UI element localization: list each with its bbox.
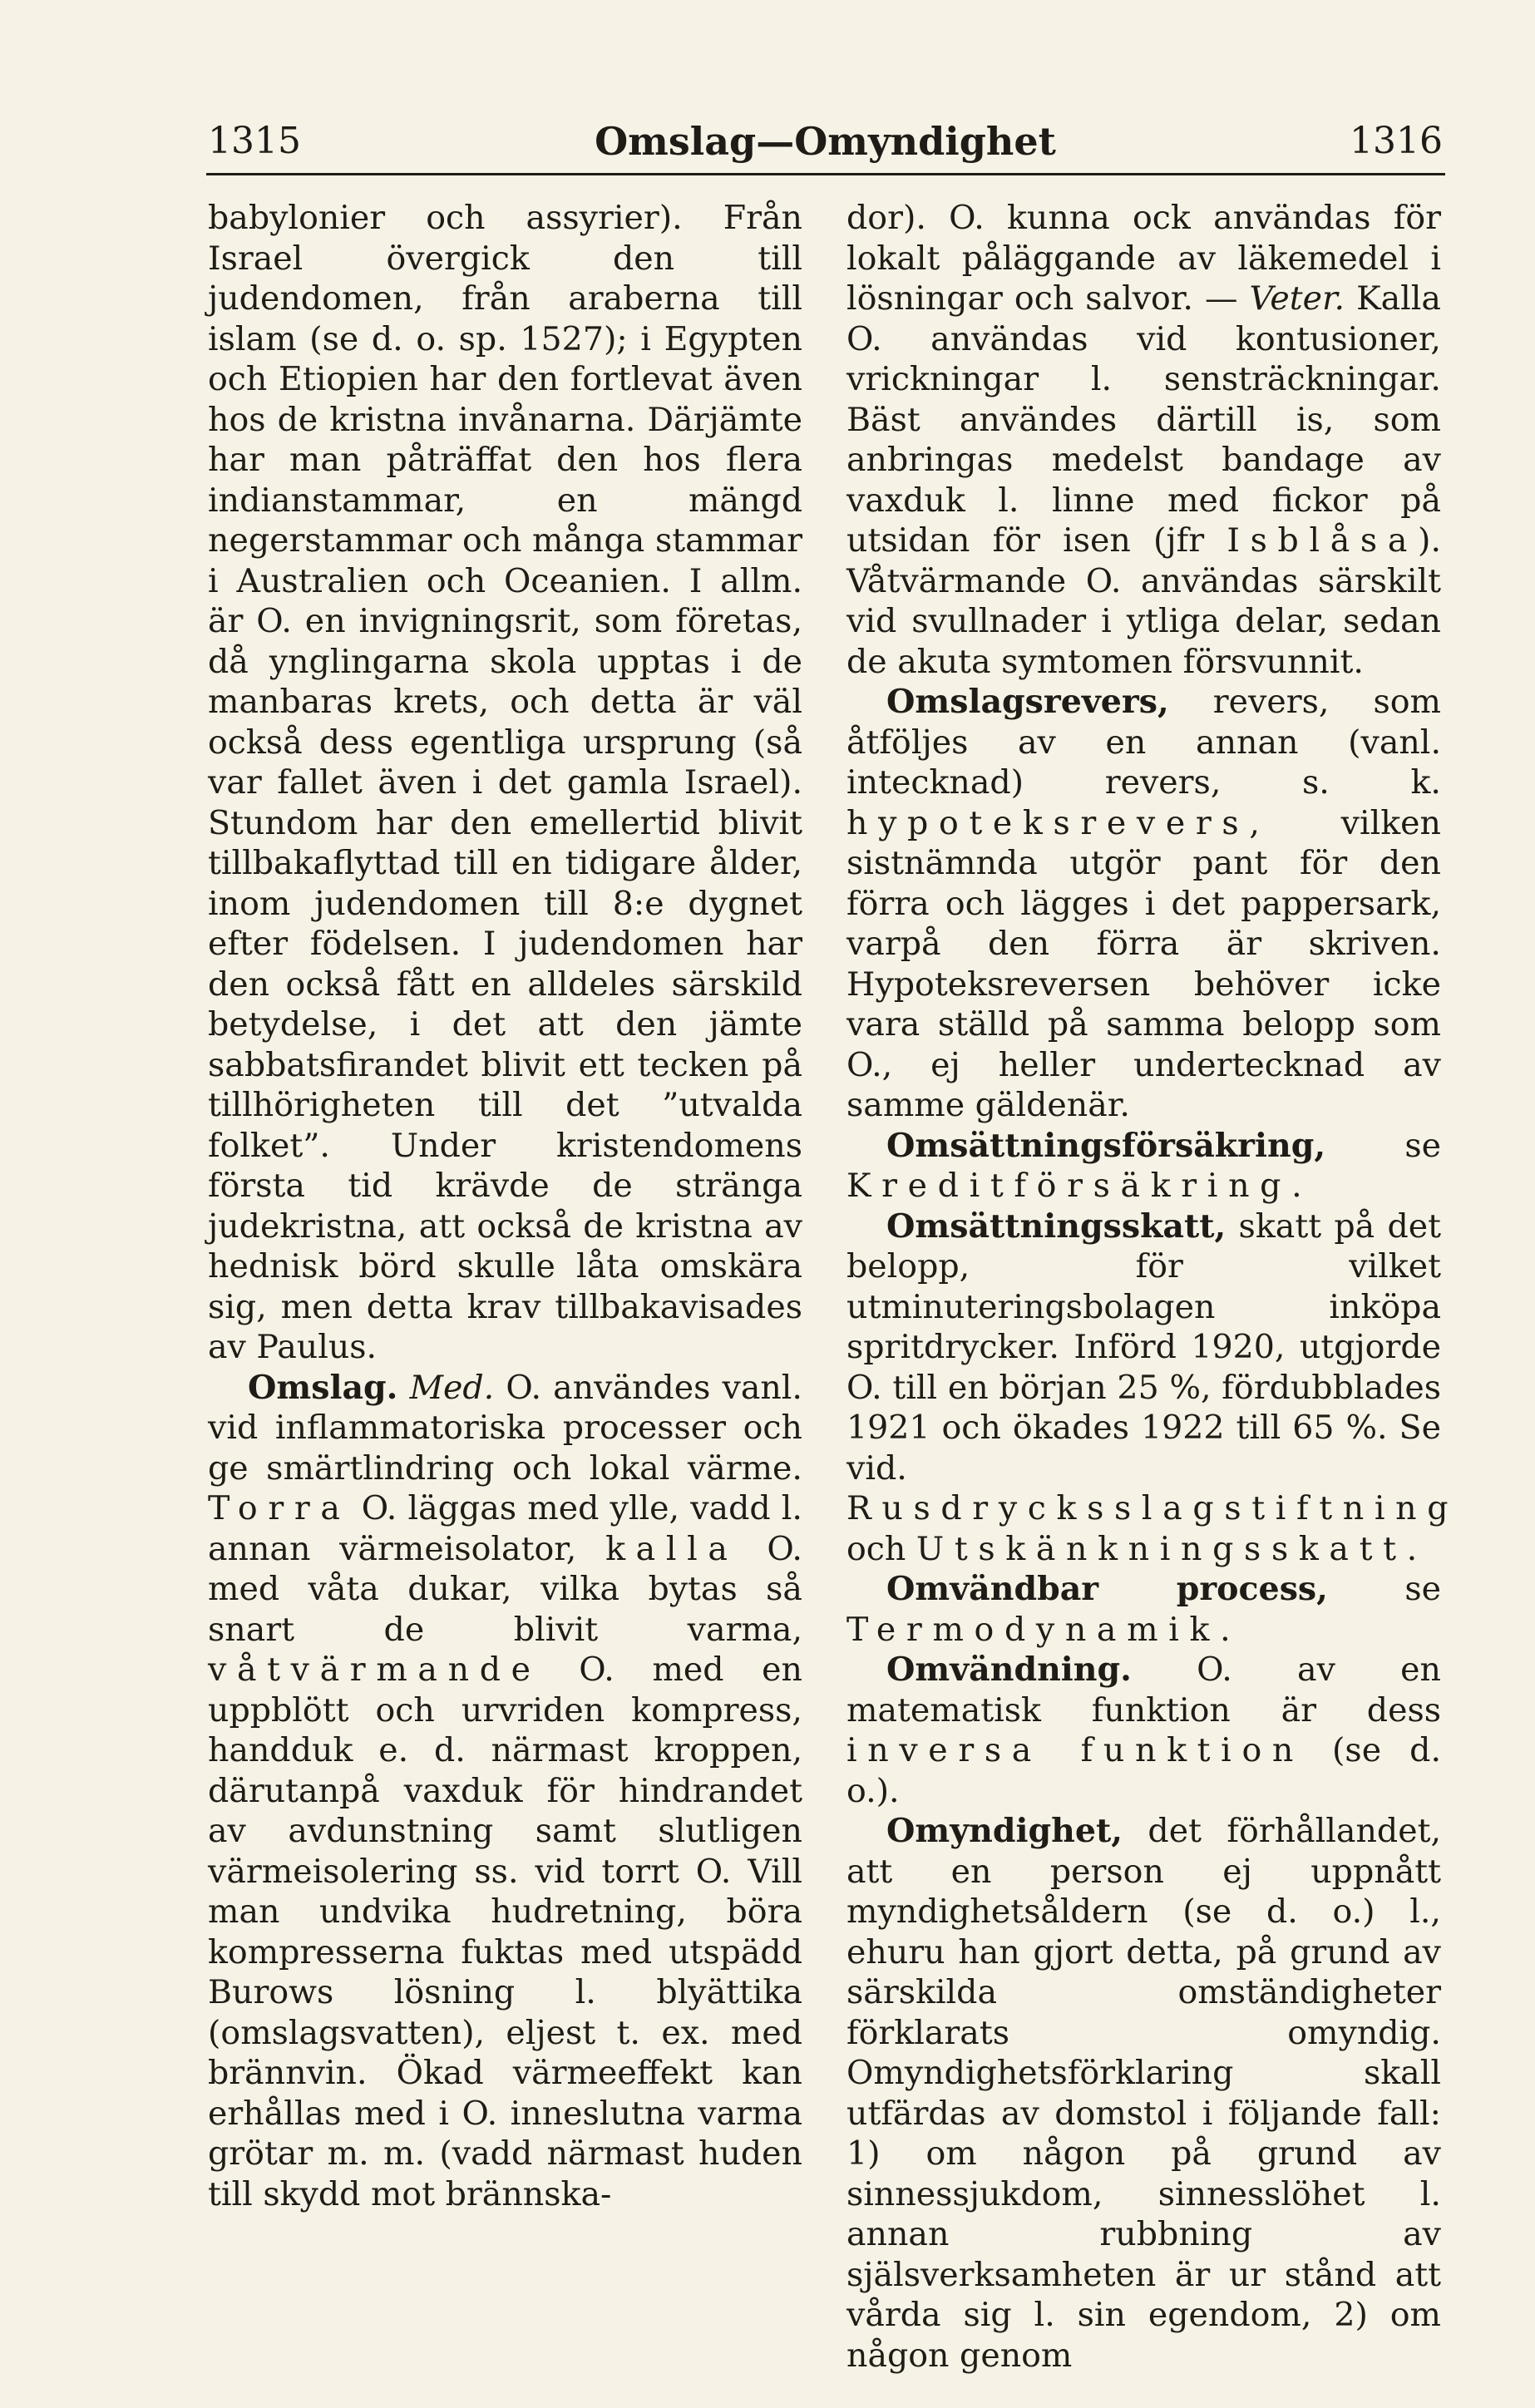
entry-text: O. av en matematisk funktion är dess <box>846 1651 1441 1730</box>
headword-omvandbar-process: Omvändbar process, <box>886 1570 1328 1608</box>
header-rule <box>206 173 1445 175</box>
entry-text: dor). O. kunna ock användas för lokalt påläggande av läkemedel i lösningar och salvor. — <box>846 199 1441 318</box>
headword-omsattningsskatt: Omsättningsskatt, <box>886 1206 1227 1246</box>
continued-entry-omslag <box>846 198 1441 682</box>
entry-omvandbar-process <box>846 1569 1441 1650</box>
entry-text: O. läggas med ylle, vadd l. annan värmeisolator, <box>208 1489 802 1568</box>
headword-omyndighet: Omyndighet, <box>886 1812 1123 1850</box>
entry-text: Kalla O. användas vid kontusioner, vrickningar l. sensträckningar. Bäst användes därtill is, som anbringas medelst bandage av vaxduk l. linne med fickor på utsidan för isen (jfr <box>846 279 1441 560</box>
headword-omslag: Omslag. <box>248 1368 398 1407</box>
entry-text: ). Våtvärmande O. användas särskilt vid svullnader i ytliga delar, sedan de akuta symtomen försvunnit. <box>846 521 1441 681</box>
entry-text: O. med en uppblött och urvriden kompress, handduk e. d. närmast kroppen, därutanpå vaxduk för hindrandet av avdunstning samt slutligen värmeisolering ss. vid torrt O. Vill man undvika hudretning, böra kompresserna fuktas med utspädd Burows lösning l. blyättika (omslagsvatten), eljest t. ex. med brännvin. Ökad värmeeffekt kan erhållas med i O. inneslutna varma grötar m. m. (vadd närmast huden till skydd mot brännska- <box>208 1651 802 2213</box>
right-column <box>846 198 1459 2376</box>
ref-termodynamik: Termodynamik <box>846 1610 1221 1649</box>
ref-rusdrycksslagstiftning: Rusdrycksslagstiftning <box>846 1489 1459 1527</box>
entry-text: O. med våta dukar, vilka bytas så snart de blivit varma, <box>208 1529 802 1649</box>
entry-text: se <box>1327 1570 1441 1608</box>
entry-text: (se d. o.). <box>846 1731 1441 1810</box>
entry-text: det förhållandet, att en person ej uppnått myndighetsåldern (se d. o.) l., ehuru han gjort detta, på grund av särskilda omständigheter förklarats omyndig. Omyndighetsförklaring skall utfärdas av domstol i följande fall: 1) om någon på grund av sinnessjukdom, sinnesslöhet l. annan rubbning av själsverksamheten är ur stånd att vårda sig l. sin egendom, 2) om någon genom <box>846 1812 1441 2375</box>
ref-utskankningsskatt: Utskänkningsskatt <box>916 1529 1407 1568</box>
page-number-right: 1316 <box>1350 120 1443 162</box>
page-header <box>208 116 1443 166</box>
entry-text: . <box>1220 1610 1231 1649</box>
entry-text: se <box>1325 1126 1441 1165</box>
entry-omslagsrevers <box>846 682 1441 1126</box>
emph-torra: Torra <box>208 1489 351 1527</box>
ref-kreditforsakring: Kreditförsäkring <box>846 1167 1292 1205</box>
left-column <box>208 198 802 2214</box>
abbr-med: Med. <box>409 1368 495 1407</box>
ref-inversa-funktion: inversa funktion <box>846 1731 1304 1769</box>
running-title: Omslag—Omyndighet <box>595 119 1056 164</box>
headword-omsattningsforsakring: Omsättningsförsäkring, <box>886 1126 1326 1165</box>
ref-isblasa: Isblåsa <box>1227 521 1419 560</box>
entry-text: O. användes vanl. vid inflammatoriska processer och ge smärtlindring och lokal värme. <box>208 1368 802 1488</box>
abbr-veter: Veter. <box>1249 279 1345 318</box>
entry-text: revers, som åtföljes av en annan (vanl. intecknad) revers, s. k. <box>846 683 1441 802</box>
entry-omslag <box>208 1368 802 2215</box>
entry-omvandning <box>846 1650 1441 1811</box>
headword-omslagsrevers: Omslagsrevers, <box>886 683 1169 721</box>
entry-text: . <box>1406 1529 1418 1568</box>
continued-paragraph: babylonier och assyrier). Från Israel övergick den till judendomen, från araberna till islam (se d. o. sp. 1527); i Egypten och Etiopien har den fortlevat även hos de kristna invånarna. Därjämte har man påträffat den hos flera indianstammar, en mängd negerstammar och många stammar i Australien och Oceanien. I allm. är O. en invigningsrit, som företas, då ynglingarna skola upptas i de manbaras krets, och detta är väl också dess egentliga ursprung (så var fallet även i det gamla Israel). Stundom har den emellertid blivit tillbakaflyttad till en tidigare ålder, inom judendomen till 8:e dygnet efter födelsen. I judendomen har den också fått en alldeles särskild betydelse, i det att den jämte sabbatsfirandet blivit ett tecken på tillhörigheten till det ”utvalda folket”. Under kristendomens första tid krävde de stränga judekristna, att också de kristna av hednisk börd skulle låta omskära sig, men detta krav tillbakavisades av Paulus. <box>208 199 802 1366</box>
entry-text: och <box>846 1529 916 1568</box>
entry-omyndighet <box>846 1811 1441 2376</box>
entry-omsattningsforsakring <box>846 1126 1441 1206</box>
entry-text: . <box>1291 1167 1302 1205</box>
entry-text: , vilken sistnämnda utgör pant för den förra och lägges i det pappersark, varpå den förra är skriven. Hypoteksreversen behöver icke vara ställd på samma belopp som O., ej heller undertecknad av samme gäldenär. <box>846 803 1441 1124</box>
headword-omvandning: Omvändning. <box>886 1651 1132 1689</box>
emph-kalla: kalla <box>605 1529 738 1568</box>
emph-vatvarmande: våtvärmande <box>208 1651 541 1689</box>
page-number-left: 1315 <box>208 120 301 162</box>
entry-text: skatt på det belopp, för vilket utminuteringsbolagen inköpa spritdrycker. Införd 1920, utgjorde O. till en början 25 %, fördubblades 1921 och ökades 1922 till 65 %. Se vid. <box>846 1206 1441 1488</box>
entry-omsattningsskatt <box>846 1206 1459 1570</box>
term-hypoteksrevers: hypoteksrevers <box>846 803 1250 842</box>
